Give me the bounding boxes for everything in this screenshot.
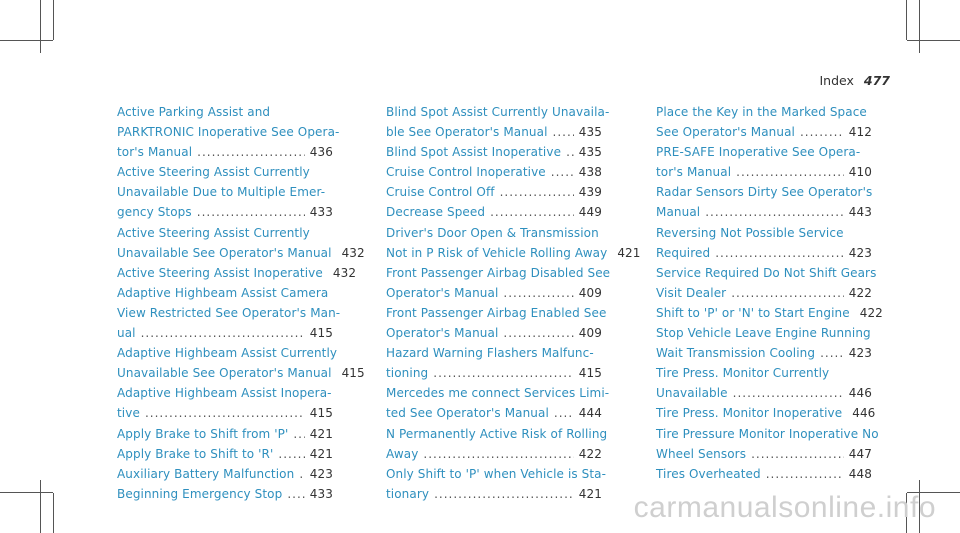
index-entry-line: [656, 142, 872, 162]
index-entry-page-number: 412: [848, 125, 872, 140]
index-entry-text: ual: [117, 326, 136, 341]
index-entry-text: Front Passenger Airbag Enabled See: [386, 305, 607, 320]
index-entry-line: [656, 283, 872, 303]
index-entry-line: [656, 363, 872, 383]
index-entry[interactable]: [656, 182, 872, 222]
index-entry[interactable]: [386, 223, 641, 263]
index-entry-text: tioning: [386, 366, 429, 381]
index-entry-line: [656, 403, 876, 423]
index-entry-line: [117, 223, 333, 243]
dot-leader: [503, 323, 573, 343]
index-entry-text: tor's Manual: [117, 145, 193, 160]
dot-leader: [705, 202, 844, 222]
index-entry-line: [656, 444, 872, 464]
index-entry-page-number: 447: [848, 446, 872, 461]
dot-leader: [197, 202, 305, 222]
index-entry-page-number: 423: [848, 245, 872, 260]
index-entry-line: [386, 424, 608, 444]
index-entry-page-number: 432: [332, 265, 357, 280]
dot-leader: [820, 343, 844, 363]
index-entry-text: gency Stops: [117, 205, 192, 220]
index-entry-text: Tire Pressure Monitor Inoperative No: [656, 426, 879, 441]
dot-leader: [287, 484, 304, 504]
index-entry-text: Active Steering Assist Currently: [117, 165, 310, 180]
dot-leader: [731, 283, 844, 303]
index-entry[interactable]: [386, 182, 602, 202]
dot-leader: [551, 162, 574, 182]
index-entry-text: Unavailable Due to Multiple Emer-: [117, 185, 326, 200]
index-column-2: [386, 102, 641, 504]
index-entry-text: Tire Press. Monitor Currently: [656, 366, 830, 381]
index-entry-text: Active Parking Assist and: [117, 105, 271, 119]
index-entry-page-number: 438: [578, 165, 602, 180]
index-entry-line: [386, 363, 602, 383]
index-entry-line: [386, 102, 610, 122]
index-entry-line: [117, 383, 333, 403]
index-entry-line: [117, 243, 365, 263]
index-entry-text: ted See Operator's Manual: [386, 406, 549, 421]
index-entry-line: [117, 444, 333, 464]
index-entry-page-number: 415: [309, 406, 333, 421]
index-entry-text: Unavailable See Operator's Manual: [117, 366, 332, 381]
index-entry-page-number: 422: [578, 446, 602, 461]
index-entry-text: PARKTRONIC Inoperative See Opera-: [117, 125, 340, 140]
dot-leader: [733, 383, 844, 403]
index-entry-line: [386, 484, 602, 504]
index-entry-text: PRE-SAFE Inoperative See Opera-: [656, 145, 861, 160]
index-entry-line: [656, 383, 872, 403]
index-column-1: [117, 102, 365, 504]
index-entry[interactable]: [656, 403, 876, 423]
index-entry[interactable]: [656, 263, 877, 303]
index-entry-text: Cruise Control Off: [386, 185, 495, 200]
index-entry-text: Service Required Do Not Shift Gears: [656, 265, 877, 280]
dot-leader: [145, 403, 305, 423]
index-entry-page-number: 439: [578, 185, 602, 200]
dot-leader: [293, 424, 304, 444]
index-entry-line: [656, 243, 872, 263]
index-entry-line: [117, 162, 333, 182]
index-entry-page-number: 423: [309, 466, 333, 481]
index-entry-page-number: 421: [309, 426, 333, 441]
index-entry-page-number: 435: [578, 125, 602, 140]
index-entry-text: Wait Transmission Cooling: [656, 346, 816, 361]
index-entry-page-number: 421: [578, 486, 602, 501]
index-entry-line: [117, 424, 333, 444]
index-entry-text: Active Steering Assist Currently: [117, 225, 310, 240]
index-entry-line: [656, 122, 872, 142]
index-entry-line: [386, 303, 607, 323]
index-entry-line: [386, 182, 602, 202]
index-entry-text: Unavailable: [656, 386, 728, 401]
index-entry-text: Driver's Door Open & Transmission: [386, 225, 599, 240]
index-entry-page-number: 449: [578, 205, 602, 220]
dot-leader: [197, 142, 305, 162]
index-entry-page-number: 415: [578, 366, 602, 381]
index-entry-line: [656, 424, 879, 444]
index-entry-line: [117, 343, 338, 363]
index-entry-line: [386, 343, 602, 363]
index-entry-text: Apply Brake to Shift from 'P': [117, 426, 289, 441]
index-entry-line: [656, 263, 877, 283]
index-entry-page-number: 422: [859, 305, 883, 320]
index-entry-line: [117, 102, 333, 122]
index-entry-text: Only Shift to 'P' when Vehicle is Sta-: [386, 466, 607, 481]
index-entry-text: Visit Dealer: [656, 285, 727, 300]
index-entry-page-number: 415: [341, 366, 365, 381]
index-entry-text: Front Passenger Airbag Disabled See: [386, 265, 611, 280]
index-entry-line: [656, 223, 872, 243]
index-entry-line: [386, 243, 641, 263]
index-entry-page-number: 435: [578, 145, 602, 160]
dot-leader: [423, 444, 573, 464]
index-entry-line: [117, 202, 333, 222]
index-entry-text: Operator's Manual: [386, 326, 499, 341]
index-entry-line: [656, 182, 872, 202]
index-entry-text: Radar Sensors Dirty See Operator's: [656, 185, 873, 200]
dot-leader: [503, 283, 573, 303]
index-entry-page-number: 409: [578, 326, 602, 341]
index-entry-text: Mercedes me connect Services Limi-: [386, 386, 610, 401]
index-entry-line: [386, 383, 610, 403]
index-entry[interactable]: [117, 464, 333, 484]
dot-leader: [553, 122, 574, 142]
index-entry-text: Not in P Risk of Vehicle Rolling Away: [386, 245, 608, 260]
index-entry-text: Wheel Sensors: [656, 446, 747, 461]
index-entry-line: [117, 323, 333, 343]
index-entry[interactable]: [386, 464, 607, 504]
index-entry[interactable]: [386, 162, 602, 182]
index-entry[interactable]: [117, 223, 365, 263]
index-entry[interactable]: [386, 202, 602, 222]
index-entry[interactable]: [386, 424, 608, 464]
dot-leader: [299, 464, 304, 484]
index-entry[interactable]: [386, 303, 607, 343]
index-entry[interactable]: [117, 424, 333, 444]
index-entry-text: Cruise Control Inoperative: [386, 165, 546, 180]
index-entry[interactable]: [386, 142, 602, 162]
index-entry-line: [117, 263, 357, 283]
dot-leader: [566, 142, 574, 162]
index-entry-line: [656, 202, 872, 222]
index-entry-page-number: 415: [309, 326, 333, 341]
index-entry-line: [117, 182, 333, 202]
index-entry-line: [386, 323, 602, 343]
dot-leader: [490, 202, 574, 222]
index-entry[interactable]: [656, 464, 872, 484]
index-entry-line: [656, 323, 872, 343]
index-entry[interactable]: [117, 484, 333, 504]
dot-leader: [715, 243, 844, 263]
index-entry-page-number: 436: [309, 145, 333, 160]
index-entry-line: [117, 484, 333, 504]
index-entry[interactable]: [117, 263, 357, 283]
index-entry[interactable]: [386, 383, 610, 423]
index-entry-text: tive: [117, 406, 140, 421]
index-entry-line: [386, 464, 607, 484]
index-entry-page-number: 448: [848, 466, 872, 481]
index-entry-line: [386, 444, 602, 464]
index-entry-text: Unavailable See Operator's Manual: [117, 245, 332, 260]
index-entry-line: [386, 283, 602, 303]
index-entry[interactable]: [656, 223, 872, 263]
index-entry-text: Tires Overheated: [656, 466, 761, 481]
index-entry-line: [117, 142, 333, 162]
index-entry-text: Place the Key in the Marked Space: [656, 105, 867, 119]
index-entry-line: [656, 343, 872, 363]
index-entry[interactable]: [656, 424, 879, 464]
index-entry-page-number: 409: [578, 285, 602, 300]
index-entry-page-number: 422: [848, 285, 872, 300]
index-entry-line: [656, 303, 883, 323]
index-entry-text: Adaptive Highbeam Assist Currently: [117, 346, 338, 361]
index-entry-line: [656, 162, 872, 182]
index-entry-text: Decrease Speed: [386, 205, 486, 220]
index-entry-page-number: 443: [848, 205, 872, 220]
dot-leader: [433, 363, 574, 383]
index-entry-text: Active Steering Assist Inoperative: [117, 265, 323, 280]
dot-leader: [278, 444, 304, 464]
index-entry[interactable]: [386, 343, 602, 383]
index-entry-text: See Operator's Manual: [656, 125, 795, 140]
index-entry-page-number: 446: [848, 386, 872, 401]
index-entry-line: [386, 223, 602, 243]
index-entry-text: Stop Vehicle Leave Engine Running: [656, 326, 871, 341]
index-column-3: [656, 102, 883, 484]
index-entry-line: [117, 363, 365, 383]
index-entry[interactable]: [656, 102, 872, 142]
index-entry-text: Manual: [656, 205, 701, 220]
index-entry[interactable]: [117, 444, 333, 464]
index-entry-line: [117, 122, 340, 142]
index-entry-text: Adaptive Highbeam Assist Camera: [117, 285, 329, 300]
dot-leader: [736, 162, 844, 182]
index-entry-page-number: 410: [848, 165, 872, 180]
index-entry-page-number: 446: [852, 406, 876, 421]
index-entry-text: Reversing Not Possible Service: [656, 225, 844, 240]
section-title: Index: [819, 73, 854, 88]
index-entry-line: [117, 464, 333, 484]
watermark: carmanualsonline.info: [633, 491, 936, 524]
dot-leader: [500, 182, 574, 202]
index-entry[interactable]: [386, 102, 610, 142]
index-entry-text: ble See Operator's Manual: [386, 125, 548, 140]
index-entry-page-number: 423: [848, 346, 872, 361]
index-entry-text: Adaptive Highbeam Assist Inopera-: [117, 386, 332, 401]
index-entry[interactable]: [656, 323, 872, 363]
index-entry-page-number: 421: [309, 446, 333, 461]
index-entry-text: Blind Spot Assist Currently Unavaila-: [386, 105, 610, 119]
dot-leader: [751, 444, 844, 464]
index-entry-line: [117, 303, 341, 323]
index-entry-text: tionary: [386, 486, 430, 501]
dot-leader: [554, 403, 574, 423]
dot-leader: [800, 122, 844, 142]
index-entry-page-number: 444: [578, 406, 602, 421]
index-entry[interactable]: [656, 303, 883, 323]
index-entry-text: tor's Manual: [656, 165, 732, 180]
index-entry-line: [117, 403, 333, 423]
index-entry-page-number: 433: [309, 486, 333, 501]
index-entry-text: Operator's Manual: [386, 285, 499, 300]
page-number: 477: [863, 73, 890, 88]
page-header: [819, 73, 890, 88]
index-entry-line: [656, 102, 872, 122]
index-entry[interactable]: [117, 102, 340, 162]
index-entry-page-number: 421: [617, 245, 641, 260]
dot-leader: [141, 323, 305, 343]
index-entry-text: Blind Spot Assist Inoperative: [386, 145, 562, 160]
index-entry[interactable]: [117, 283, 341, 343]
index-entry[interactable]: [117, 162, 333, 222]
index-entry[interactable]: [656, 363, 872, 403]
index-entry-text: Apply Brake to Shift to 'R': [117, 446, 274, 461]
dot-leader: [766, 464, 844, 484]
index-entry-text: Away: [386, 446, 419, 461]
index-entry-text: Hazard Warning Flashers Malfunc-: [386, 346, 594, 361]
index-entry-page-number: 433: [309, 205, 333, 220]
index-entry-line: [386, 162, 602, 182]
index-entry-line: [386, 263, 611, 283]
index-entry-text: Beginning Emergency Stop: [117, 486, 283, 501]
index-entry-line: [386, 202, 602, 222]
index-entry[interactable]: [656, 142, 872, 182]
dot-leader: [434, 484, 574, 504]
index-entry-line: [117, 283, 333, 303]
index-entry-line: [656, 464, 872, 484]
index-entry-text: Tire Press. Monitor Inoperative: [656, 406, 843, 421]
index-entry-line: [386, 142, 602, 162]
index-entry-text: Required: [656, 245, 711, 260]
index-entry-page-number: 432: [341, 245, 365, 260]
index-entry[interactable]: [117, 383, 333, 423]
index-entry-text: N Permanently Active Risk of Rolling: [386, 426, 608, 441]
index-entry-line: [386, 122, 602, 142]
index-entry-text: Shift to 'P' or 'N' to Start Engine: [656, 305, 850, 320]
index-entry-text: Auxiliary Battery Malfunction: [117, 466, 295, 481]
index-entry-line: [386, 403, 602, 423]
index-entry[interactable]: [386, 263, 611, 303]
index-entry-text: View Restricted See Operator's Man-: [117, 305, 341, 320]
index-entry[interactable]: [117, 343, 365, 383]
